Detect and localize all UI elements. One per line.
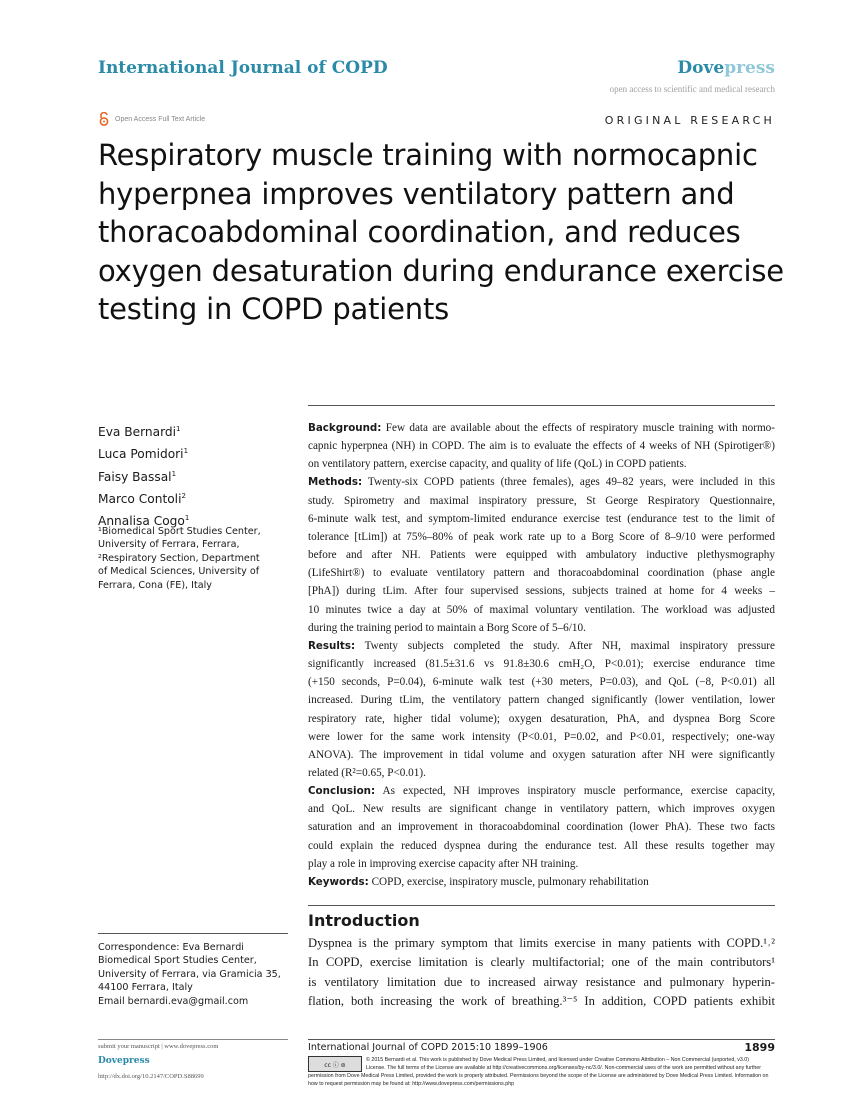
abstract-text: could explain the reduced dyspnea during the endurance test. All these results together may (308, 839, 775, 852)
abstract-text: Few data are available about the effects of respiratory muscle training with normo- (381, 422, 775, 434)
affiliation-line: of Medical Sciences, University of (98, 566, 260, 578)
abstract-line (308, 564, 775, 582)
author: Faisy Bassal$^1$ (98, 469, 177, 484)
abstract (308, 419, 775, 891)
abstract-line (308, 800, 775, 818)
affiliation-line: ²Respiratory Section, Department (98, 552, 260, 564)
abstract-line (308, 528, 775, 546)
doi-link[interactable]: http://dx.doi.org/10.2147/COPD.S88699 (98, 1073, 204, 1080)
abstract-line (308, 473, 775, 491)
author-list (98, 420, 189, 532)
title-line: Respiratory muscle training with normocapnic (98, 138, 758, 172)
abstract-line (308, 746, 775, 764)
license-line: © 2015 Bernardi et al. This work is published by Dove Medical Press Limited, and licensed under Creative Commons Attribution – Non Commercial (unported, v3.0) (366, 1057, 750, 1063)
correspondence-line: Correspondence: Eva Bernardi (98, 942, 244, 953)
creative-commons-icon: cc ⓘ ⊜ (308, 1056, 362, 1072)
abstract-line (308, 855, 775, 873)
abstract-text: before and after NH. Patients were equipped with ambulatory inductive plethysmography (308, 549, 775, 562)
divider (98, 1039, 288, 1040)
submit-manuscript-link[interactable]: submit your manuscript | www.dovepress.com (98, 1043, 219, 1050)
title-line: oxygen desaturation during endurance exercise (98, 253, 784, 288)
abstract-text: Twenty-six COPD patients (three females), ages 49–82 years, were included in this (362, 476, 775, 489)
author: Eva Bernardi$^1$ (98, 425, 181, 440)
abstract-line (308, 619, 775, 637)
abstract-line (308, 492, 775, 510)
abstract-text: (LifeShirt®) to evaluate ventilatory pattern and thoracoabdominal coordination (phase angle (308, 567, 775, 580)
abstract-section-label: Conclusion: (308, 785, 376, 798)
page-number: 1899 (744, 1041, 775, 1054)
body-line: flation, both increasing the work of breathing.³⁻⁵ In addition, COPD patients exhibit (308, 994, 775, 1009)
author: Luca Pomidori$^1$ (98, 447, 189, 462)
abstract-line (308, 455, 775, 473)
abstract-text: increased. During tLim, the ventilatory pattern changed significantly (lower ventilation, lower (308, 694, 775, 707)
abstract-section-label: Background: (308, 422, 382, 434)
correspondence-line: Biomedical Sport Studies Center, (98, 955, 257, 967)
abstract-text: capnic hyperpnea (NH) in COPD. The aim is to evaluate the effects of 4 weeks of NH (Spirotiger®) (308, 440, 775, 453)
author: Annalisa Cogo$^1$ (98, 514, 190, 529)
divider (308, 405, 775, 406)
publisher-logo (677, 58, 775, 78)
license-line: how to request permission may be found at: http://www.dovepress.com/permissions.php (308, 1081, 515, 1088)
abstract-line (308, 419, 775, 437)
abstract-line (308, 782, 775, 800)
abstract-line (308, 510, 775, 528)
abstract-text: significantly increased (81.5±31.6 vs 91.8±30.6 cmH₂O, P<0.01); exercise endurance time (308, 658, 775, 671)
abstract-line (308, 437, 775, 455)
correspondence-line: University of Ferrara, via Gramicia 35, (98, 968, 281, 980)
abstract-line (308, 710, 775, 728)
abstract-text: 10 minutes twice a day at 50% of maximal voluntary ventilation. The workload was adjusted (308, 603, 775, 616)
abstract-text: Twenty subjects completed the study. After NH, maximal inspiratory pressure (355, 639, 775, 652)
abstract-text: ANOVA). The improvement in tidal volume and oxygen saturation after NH were significantly (308, 748, 775, 761)
license-line: License. The full terms of the License are available at http://creativecommons.org/licenses/by-nc/3.0/. Non-commercial uses of the work are permitted without any further (366, 1065, 761, 1072)
abstract-text: were lower for the same work intensity (P<0.01, P=0.02, and P<0.01, respectively; one-way (308, 730, 775, 743)
correspondence-line: 44100 Ferrara, Italy (98, 982, 193, 994)
affiliation-line: Ferrara, Cona (FE), Italy (98, 579, 212, 591)
abstract-line (308, 601, 775, 619)
license-line: permission from Dove Medical Press Limited, provided the work is properly attributed. Permissions beyond the scope of the License are administered by Dove Medical Press Limited. Information on (308, 1073, 769, 1080)
open-access-lock-icon (98, 112, 110, 126)
abstract-line (308, 655, 775, 673)
correspondence-email[interactable]: Email bernardi.eva@gmail.com (98, 995, 249, 1007)
abstract-text: [PhA]) during tLim. After four supervised sessions, subjects trained at home for 4 weeks – (308, 585, 775, 598)
logo-part-press: press (724, 58, 775, 78)
body-line: Dyspnea is the primary symptom that limits exercise in many patients with COPD.¹˒² (308, 936, 775, 950)
affiliation-line: University of Ferrara, Ferrara, (98, 539, 240, 551)
publisher-tagline: open access to scientific and medical research (609, 84, 775, 94)
author: Marco Contoli$^2$ (98, 492, 186, 507)
abstract-text: during the training period to maintain a Borg Score of 5–6/10. (308, 621, 586, 634)
abstract-text: related (R²=0.65, P<0.01). (308, 766, 426, 779)
citation: International Journal of COPD 2015:10 1899–1906 (308, 1042, 548, 1053)
abstract-line (308, 582, 775, 600)
abstract-section-label: Keywords: (308, 875, 369, 888)
open-access-label: Open Access Full Text Article (115, 115, 206, 123)
abstract-text: As expected, NH improves inspiratory muscle performance, exercise capacity, (375, 785, 775, 798)
divider (98, 933, 288, 934)
abstract-text: (+150 seconds, P=0.04), 6-minute walk test (+30 meters, P=0.03), and QoL (−8, P<0.01) all (308, 676, 775, 689)
open-access-badge (98, 112, 205, 126)
article-title (98, 136, 788, 329)
body-line: is ventilatory limitation due to increased airway resistance and pulmonary hyperin- (308, 974, 775, 989)
correspondence (98, 941, 281, 1008)
abstract-line (308, 637, 775, 655)
abstract-line (308, 546, 775, 564)
abstract-text: on ventilatory pattern, exercise capacity, and quality of life (QoL) in COPD patients. (308, 458, 687, 471)
footer-logo: Dovepress (98, 1056, 150, 1066)
divider (308, 905, 775, 906)
abstract-line (308, 764, 775, 782)
title-line: testing in COPD patients (98, 292, 450, 326)
abstract-text: saturation and an improvement in thoracoabdominal coordination (lower PhA). These two facts (308, 821, 775, 834)
abstract-text: respiratory rate, higher tidal volume); oxygen desaturation, PhA, and dyspnea Borg Score (308, 712, 775, 725)
abstract-line (308, 873, 775, 891)
abstract-text: 6-minute walk test, and symptom-limited endurance exercise test (endurance test to the limit of (308, 512, 775, 525)
abstract-text: play a role in improving exercise capacity after NH training. (308, 857, 579, 870)
abstract-text: study. Spirometry and maximal inspiratory pressure, St George Respiratory Questionnaire, (308, 494, 775, 507)
abstract-line (308, 837, 775, 855)
license-notice (308, 1056, 775, 1088)
abstract-text: and QoL. New results are significant change in ventilatory pattern, which improves oxygen (308, 803, 775, 816)
body-line: In COPD, exercise limitation is clearly multifactorial; one of the main contributors¹ (308, 955, 775, 970)
divider (308, 1039, 775, 1040)
journal-title: International Journal of COPD (98, 58, 388, 78)
affiliations (98, 525, 278, 592)
title-line: hyperpnea improves ventilatory pattern and (98, 176, 735, 211)
abstract-line (308, 818, 775, 836)
abstract-line (308, 728, 775, 746)
affiliation-line: ¹Biomedical Sport Studies Center, (98, 526, 261, 537)
abstract-text: tolerance [tLim]) at 75%–80% of peak work rate up to a Borg Score of 8–9/10 were performed (308, 530, 775, 543)
logo-part-dove: Dove (677, 58, 725, 78)
title-line: thoracoabdominal coordination, and reduces (98, 215, 741, 249)
abstract-line (308, 673, 775, 691)
intro-body (308, 934, 775, 1012)
section-heading: Introduction (308, 911, 420, 930)
abstract-line (308, 691, 775, 709)
abstract-section-label: Methods: (308, 476, 363, 489)
abstract-section-label: Results: (308, 639, 356, 652)
abstract-text: COPD, exercise, inspiratory muscle, pulmonary rehabilitation (368, 875, 649, 888)
article-type: ORIGINAL RESEARCH (604, 114, 775, 127)
